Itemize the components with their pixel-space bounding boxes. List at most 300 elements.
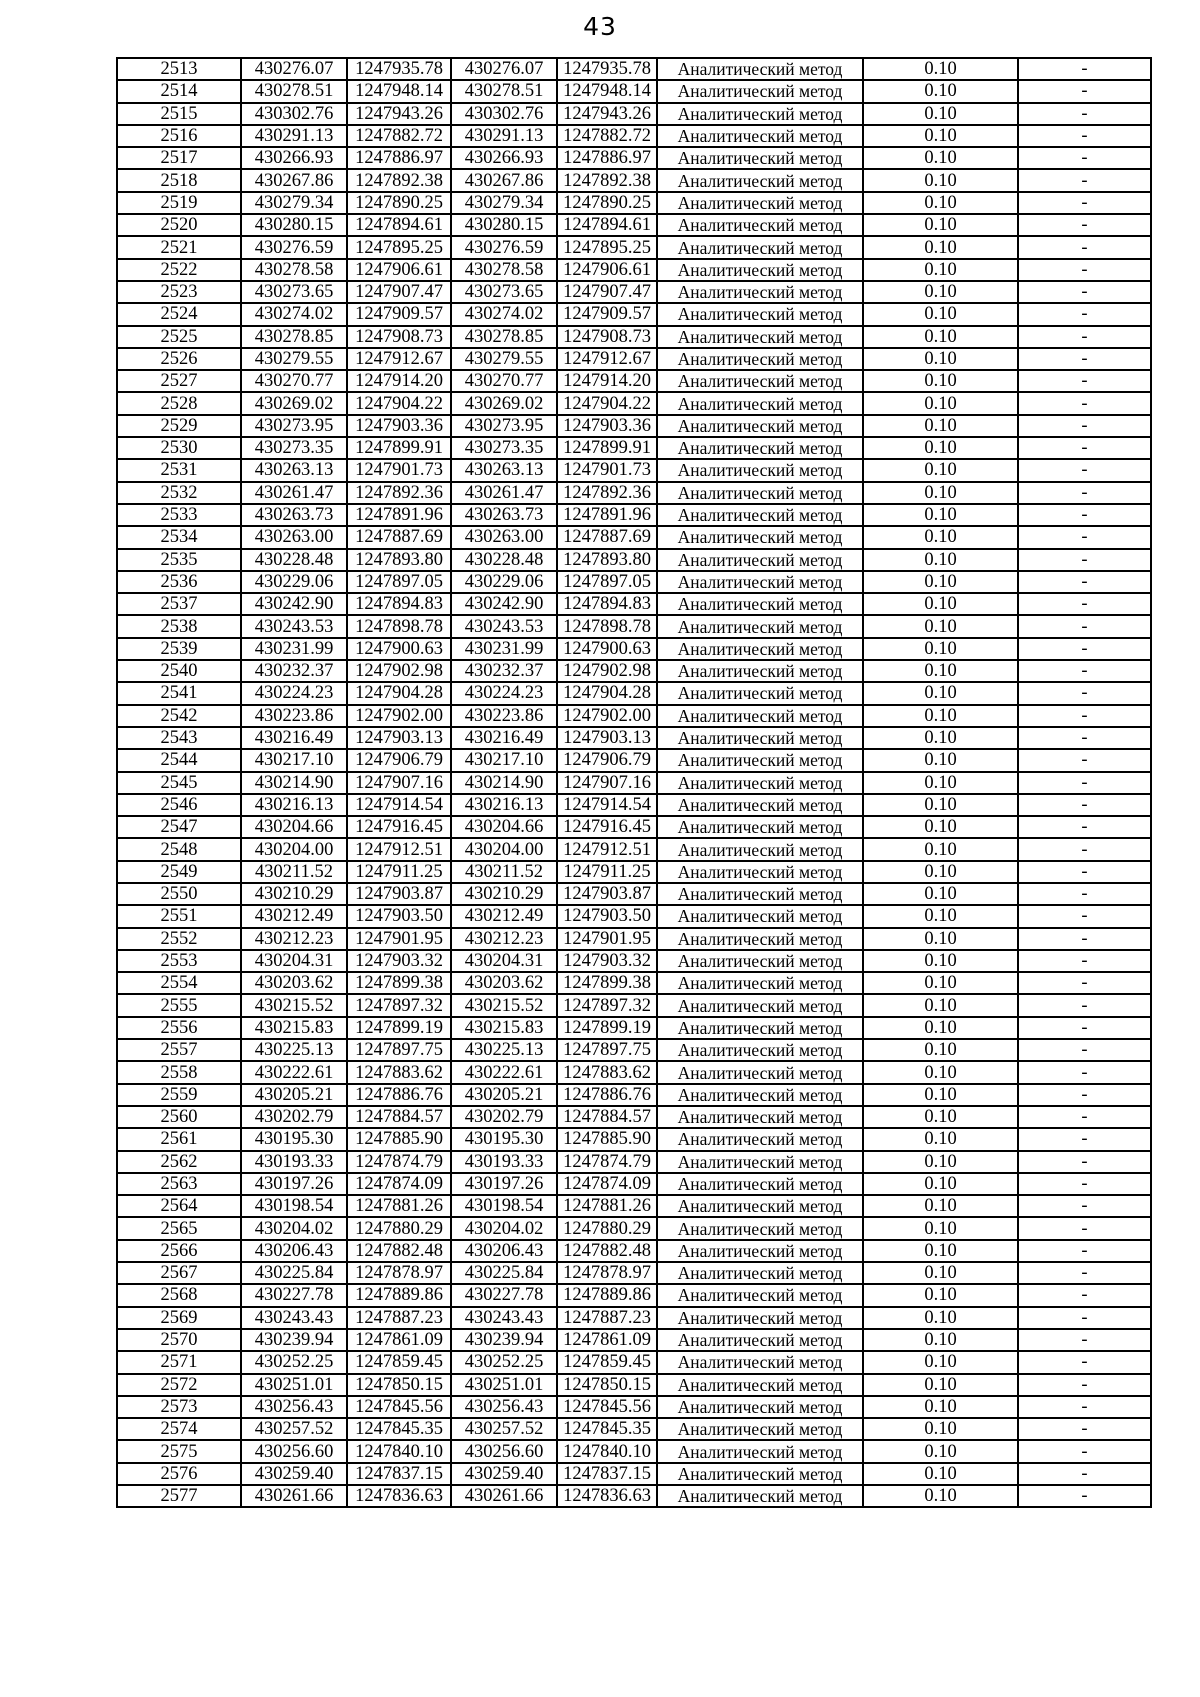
table-row (117, 816, 1151, 838)
y-coord-cell: 1247887.69 (557, 526, 657, 548)
x-coord-cell: 430204.31 (241, 950, 347, 972)
y-coord-cell: 1247881.26 (557, 1195, 657, 1217)
y-coord-cell: 1247903.36 (557, 415, 657, 437)
point-number-cell: 2563 (117, 1173, 241, 1195)
y-coord-cell: 1247899.19 (557, 1017, 657, 1039)
point-number-cell: 2537 (117, 593, 241, 615)
note-cell: - (1018, 1485, 1151, 1507)
point-number-cell: 2562 (117, 1151, 241, 1173)
y-coord-cell: 1247895.25 (347, 236, 451, 258)
accuracy-cell: 0.10 (863, 1284, 1018, 1306)
table-row (117, 348, 1151, 370)
x-coord-cell: 430302.76 (451, 103, 557, 125)
accuracy-cell: 0.10 (863, 1017, 1018, 1039)
x-coord-cell: 430273.35 (451, 437, 557, 459)
y-coord-cell: 1247880.29 (557, 1217, 657, 1239)
point-number-cell: 2526 (117, 348, 241, 370)
note-cell: - (1018, 214, 1151, 236)
table-row (117, 772, 1151, 794)
x-coord-cell: 430216.49 (241, 727, 347, 749)
method-cell: Аналитический метод (657, 482, 863, 504)
method-cell: Аналитический метод (657, 415, 863, 437)
note-cell: - (1018, 905, 1151, 927)
point-number-cell: 2524 (117, 303, 241, 325)
point-number-cell: 2543 (117, 727, 241, 749)
y-coord-cell: 1247907.16 (347, 772, 451, 794)
x-coord-cell: 430291.13 (451, 125, 557, 147)
table-row (117, 1039, 1151, 1061)
table-row (117, 1240, 1151, 1262)
x-coord-cell: 430279.55 (241, 348, 347, 370)
y-coord-cell: 1247906.79 (347, 749, 451, 771)
method-cell: Аналитический метод (657, 1351, 863, 1373)
table-row (117, 593, 1151, 615)
method-cell: Аналитический метод (657, 192, 863, 214)
x-coord-cell: 430273.95 (241, 415, 347, 437)
x-coord-cell: 430204.31 (451, 950, 557, 972)
point-number-cell: 2518 (117, 169, 241, 191)
note-cell: - (1018, 526, 1151, 548)
table-row (117, 1084, 1151, 1106)
y-coord-cell: 1247899.38 (347, 972, 451, 994)
y-coord-cell: 1247901.73 (347, 459, 451, 481)
method-cell: Аналитический метод (657, 883, 863, 905)
y-coord-cell: 1247840.10 (347, 1440, 451, 1462)
y-coord-cell: 1247893.80 (347, 549, 451, 571)
method-cell: Аналитический метод (657, 615, 863, 637)
y-coord-cell: 1247883.62 (557, 1061, 657, 1083)
y-coord-cell: 1247886.97 (347, 147, 451, 169)
table-row (117, 1173, 1151, 1195)
x-coord-cell: 430202.79 (241, 1106, 347, 1128)
table-row (117, 682, 1151, 704)
y-coord-cell: 1247907.16 (557, 772, 657, 794)
table-row (117, 392, 1151, 414)
method-cell: Аналитический метод (657, 1173, 863, 1195)
point-number-cell: 2551 (117, 905, 241, 927)
table-row (117, 549, 1151, 571)
y-coord-cell: 1247943.26 (557, 103, 657, 125)
table-row (117, 147, 1151, 169)
y-coord-cell: 1247901.95 (557, 928, 657, 950)
note-cell: - (1018, 80, 1151, 102)
method-cell: Аналитический метод (657, 705, 863, 727)
y-coord-cell: 1247894.83 (557, 593, 657, 615)
y-coord-cell: 1247845.56 (557, 1396, 657, 1418)
point-number-cell: 2539 (117, 638, 241, 660)
x-coord-cell: 430261.47 (451, 482, 557, 504)
x-coord-cell: 430205.21 (451, 1084, 557, 1106)
y-coord-cell: 1247895.25 (557, 236, 657, 258)
x-coord-cell: 430195.30 (451, 1128, 557, 1150)
x-coord-cell: 430206.43 (451, 1240, 557, 1262)
x-coord-cell: 430274.02 (451, 303, 557, 325)
y-coord-cell: 1247845.56 (347, 1396, 451, 1418)
y-coord-cell: 1247903.50 (557, 905, 657, 927)
point-number-cell: 2556 (117, 1017, 241, 1039)
note-cell: - (1018, 415, 1151, 437)
table-row (117, 259, 1151, 281)
y-coord-cell: 1247916.45 (347, 816, 451, 838)
x-coord-cell: 430263.13 (241, 459, 347, 481)
point-number-cell: 2577 (117, 1485, 241, 1507)
table-row (117, 1284, 1151, 1306)
y-coord-cell: 1247935.78 (347, 58, 451, 80)
note-cell: - (1018, 972, 1151, 994)
x-coord-cell: 430266.93 (451, 147, 557, 169)
accuracy-cell: 0.10 (863, 905, 1018, 927)
accuracy-cell: 0.10 (863, 1128, 1018, 1150)
accuracy-cell: 0.10 (863, 526, 1018, 548)
note-cell: - (1018, 1084, 1151, 1106)
y-coord-cell: 1247903.13 (557, 727, 657, 749)
y-coord-cell: 1247943.26 (347, 103, 451, 125)
table-row (117, 236, 1151, 258)
x-coord-cell: 430269.02 (241, 392, 347, 414)
note-cell: - (1018, 1396, 1151, 1418)
method-cell: Аналитический метод (657, 1061, 863, 1083)
table-row (117, 1396, 1151, 1418)
x-coord-cell: 430214.90 (241, 772, 347, 794)
y-coord-cell: 1247845.35 (347, 1418, 451, 1440)
x-coord-cell: 430243.53 (241, 615, 347, 637)
table-row (117, 727, 1151, 749)
table-body (117, 58, 1151, 1507)
table-row (117, 660, 1151, 682)
accuracy-cell: 0.10 (863, 103, 1018, 125)
table-row (117, 370, 1151, 392)
x-coord-cell: 430273.65 (241, 281, 347, 303)
accuracy-cell: 0.10 (863, 392, 1018, 414)
note-cell: - (1018, 1440, 1151, 1462)
x-coord-cell: 430279.55 (451, 348, 557, 370)
note-cell: - (1018, 682, 1151, 704)
table-row (117, 1128, 1151, 1150)
y-coord-cell: 1247885.90 (347, 1128, 451, 1150)
method-cell: Аналитический метод (657, 1151, 863, 1173)
point-number-cell: 2522 (117, 259, 241, 281)
x-coord-cell: 430225.84 (241, 1262, 347, 1284)
accuracy-cell: 0.10 (863, 1106, 1018, 1128)
table-row (117, 1017, 1151, 1039)
y-coord-cell: 1247899.38 (557, 972, 657, 994)
y-coord-cell: 1247907.47 (347, 281, 451, 303)
note-cell: - (1018, 1128, 1151, 1150)
point-number-cell: 2523 (117, 281, 241, 303)
y-coord-cell: 1247897.05 (557, 571, 657, 593)
accuracy-cell: 0.10 (863, 1217, 1018, 1239)
y-coord-cell: 1247884.57 (347, 1106, 451, 1128)
y-coord-cell: 1247897.32 (347, 994, 451, 1016)
table-row (117, 794, 1151, 816)
note-cell: - (1018, 838, 1151, 860)
point-number-cell: 2574 (117, 1418, 241, 1440)
coordinates-table (116, 57, 1152, 1508)
point-number-cell: 2567 (117, 1262, 241, 1284)
point-number-cell: 2559 (117, 1084, 241, 1106)
y-coord-cell: 1247906.61 (557, 259, 657, 281)
method-cell: Аналитический метод (657, 1307, 863, 1329)
point-number-cell: 2561 (117, 1128, 241, 1150)
x-coord-cell: 430204.66 (451, 816, 557, 838)
x-coord-cell: 430215.83 (241, 1017, 347, 1039)
point-number-cell: 2565 (117, 1217, 241, 1239)
y-coord-cell: 1247902.98 (557, 660, 657, 682)
x-coord-cell: 430291.13 (241, 125, 347, 147)
point-number-cell: 2536 (117, 571, 241, 593)
method-cell: Аналитический метод (657, 526, 863, 548)
x-coord-cell: 430239.94 (451, 1329, 557, 1351)
y-coord-cell: 1247861.09 (557, 1329, 657, 1351)
note-cell: - (1018, 1039, 1151, 1061)
y-coord-cell: 1247898.78 (557, 615, 657, 637)
accuracy-cell: 0.10 (863, 58, 1018, 80)
y-coord-cell: 1247861.09 (347, 1329, 451, 1351)
y-coord-cell: 1247845.35 (557, 1418, 657, 1440)
accuracy-cell: 0.10 (863, 794, 1018, 816)
accuracy-cell: 0.10 (863, 169, 1018, 191)
method-cell: Аналитический метод (657, 1418, 863, 1440)
x-coord-cell: 430263.13 (451, 459, 557, 481)
x-coord-cell: 430222.61 (451, 1061, 557, 1083)
method-cell: Аналитический метод (657, 838, 863, 860)
x-coord-cell: 430212.49 (451, 905, 557, 927)
accuracy-cell: 0.10 (863, 504, 1018, 526)
x-coord-cell: 430224.23 (241, 682, 347, 704)
x-coord-cell: 430222.61 (241, 1061, 347, 1083)
table-row (117, 1195, 1151, 1217)
table-row (117, 994, 1151, 1016)
note-cell: - (1018, 660, 1151, 682)
x-coord-cell: 430251.01 (451, 1374, 557, 1396)
method-cell: Аналитический метод (657, 1084, 863, 1106)
x-coord-cell: 430261.47 (241, 482, 347, 504)
note-cell: - (1018, 281, 1151, 303)
y-coord-cell: 1247837.15 (347, 1463, 451, 1485)
x-coord-cell: 430276.07 (241, 58, 347, 80)
y-coord-cell: 1247859.45 (557, 1351, 657, 1373)
x-coord-cell: 430243.53 (451, 615, 557, 637)
point-number-cell: 2515 (117, 103, 241, 125)
y-coord-cell: 1247887.23 (347, 1307, 451, 1329)
method-cell: Аналитический метод (657, 972, 863, 994)
table-row (117, 1061, 1151, 1083)
point-number-cell: 2538 (117, 615, 241, 637)
method-cell: Аналитический метод (657, 326, 863, 348)
accuracy-cell: 0.10 (863, 1039, 1018, 1061)
y-coord-cell: 1247887.69 (347, 526, 451, 548)
x-coord-cell: 430197.26 (241, 1173, 347, 1195)
y-coord-cell: 1247859.45 (347, 1351, 451, 1373)
x-coord-cell: 430273.65 (451, 281, 557, 303)
method-cell: Аналитический метод (657, 1039, 863, 1061)
table-row (117, 1329, 1151, 1351)
y-coord-cell: 1247914.54 (557, 794, 657, 816)
y-coord-cell: 1247880.29 (347, 1217, 451, 1239)
x-coord-cell: 430216.49 (451, 727, 557, 749)
table-row (117, 482, 1151, 504)
y-coord-cell: 1247840.10 (557, 1440, 657, 1462)
y-coord-cell: 1247890.25 (557, 192, 657, 214)
point-number-cell: 2548 (117, 838, 241, 860)
y-coord-cell: 1247892.36 (557, 482, 657, 504)
x-coord-cell: 430212.23 (451, 928, 557, 950)
accuracy-cell: 0.10 (863, 125, 1018, 147)
point-number-cell: 2535 (117, 549, 241, 571)
method-cell: Аналитический метод (657, 1195, 863, 1217)
y-coord-cell: 1247948.14 (347, 80, 451, 102)
y-coord-cell: 1247903.87 (557, 883, 657, 905)
y-coord-cell: 1247900.63 (347, 638, 451, 660)
method-cell: Аналитический метод (657, 1262, 863, 1284)
x-coord-cell: 430225.84 (451, 1262, 557, 1284)
accuracy-cell: 0.10 (863, 1240, 1018, 1262)
note-cell: - (1018, 749, 1151, 771)
accuracy-cell: 0.10 (863, 861, 1018, 883)
y-coord-cell: 1247891.96 (557, 504, 657, 526)
y-coord-cell: 1247912.51 (557, 838, 657, 860)
table-row (117, 705, 1151, 727)
y-coord-cell: 1247836.63 (557, 1485, 657, 1507)
x-coord-cell: 430197.26 (451, 1173, 557, 1195)
point-number-cell: 2568 (117, 1284, 241, 1306)
accuracy-cell: 0.10 (863, 1262, 1018, 1284)
x-coord-cell: 430211.52 (241, 861, 347, 883)
x-coord-cell: 430223.86 (241, 705, 347, 727)
point-number-cell: 2544 (117, 749, 241, 771)
method-cell: Аналитический метод (657, 905, 863, 927)
point-number-cell: 2553 (117, 950, 241, 972)
note-cell: - (1018, 482, 1151, 504)
x-coord-cell: 430280.15 (451, 214, 557, 236)
y-coord-cell: 1247897.32 (557, 994, 657, 1016)
note-cell: - (1018, 705, 1151, 727)
y-coord-cell: 1247902.00 (557, 705, 657, 727)
x-coord-cell: 430256.43 (451, 1396, 557, 1418)
x-coord-cell: 430280.15 (241, 214, 347, 236)
x-coord-cell: 430263.73 (451, 504, 557, 526)
table-row (117, 125, 1151, 147)
note-cell: - (1018, 459, 1151, 481)
method-cell: Аналитический метод (657, 1284, 863, 1306)
x-coord-cell: 430270.77 (241, 370, 347, 392)
accuracy-cell: 0.10 (863, 459, 1018, 481)
accuracy-cell: 0.10 (863, 972, 1018, 994)
point-number-cell: 2547 (117, 816, 241, 838)
x-coord-cell: 430210.29 (241, 883, 347, 905)
method-cell: Аналитический метод (657, 392, 863, 414)
x-coord-cell: 430231.99 (451, 638, 557, 660)
accuracy-cell: 0.10 (863, 1195, 1018, 1217)
table-row (117, 1374, 1151, 1396)
x-coord-cell: 430273.35 (241, 437, 347, 459)
method-cell: Аналитический метод (657, 437, 863, 459)
point-number-cell: 2558 (117, 1061, 241, 1083)
point-number-cell: 2573 (117, 1396, 241, 1418)
method-cell: Аналитический метод (657, 1128, 863, 1150)
point-number-cell: 2571 (117, 1351, 241, 1373)
accuracy-cell: 0.10 (863, 883, 1018, 905)
table-row (117, 638, 1151, 660)
x-coord-cell: 430279.34 (241, 192, 347, 214)
y-coord-cell: 1247903.87 (347, 883, 451, 905)
point-number-cell: 2555 (117, 994, 241, 1016)
method-cell: Аналитический метод (657, 682, 863, 704)
method-cell: Аналитический метод (657, 727, 863, 749)
y-coord-cell: 1247901.95 (347, 928, 451, 950)
accuracy-cell: 0.10 (863, 1374, 1018, 1396)
y-coord-cell: 1247907.47 (557, 281, 657, 303)
accuracy-cell: 0.10 (863, 928, 1018, 950)
table-row (117, 972, 1151, 994)
x-coord-cell: 430279.34 (451, 192, 557, 214)
x-coord-cell: 430251.01 (241, 1374, 347, 1396)
note-cell: - (1018, 1262, 1151, 1284)
x-coord-cell: 430239.94 (241, 1329, 347, 1351)
table-row (117, 1485, 1151, 1507)
accuracy-cell: 0.10 (863, 1418, 1018, 1440)
accuracy-cell: 0.10 (863, 1329, 1018, 1351)
table-row (117, 1151, 1151, 1173)
y-coord-cell: 1247912.51 (347, 838, 451, 860)
accuracy-cell: 0.10 (863, 1351, 1018, 1373)
accuracy-cell: 0.10 (863, 214, 1018, 236)
table-row (117, 1217, 1151, 1239)
x-coord-cell: 430229.06 (451, 571, 557, 593)
y-coord-cell: 1247878.97 (347, 1262, 451, 1284)
x-coord-cell: 430232.37 (241, 660, 347, 682)
y-coord-cell: 1247884.57 (557, 1106, 657, 1128)
x-coord-cell: 430263.00 (241, 526, 347, 548)
point-number-cell: 2569 (117, 1307, 241, 1329)
x-coord-cell: 430217.10 (241, 749, 347, 771)
accuracy-cell: 0.10 (863, 192, 1018, 214)
table-row (117, 1307, 1151, 1329)
point-number-cell: 2552 (117, 928, 241, 950)
note-cell: - (1018, 1418, 1151, 1440)
method-cell: Аналитический метод (657, 1485, 863, 1507)
note-cell: - (1018, 861, 1151, 883)
note-cell: - (1018, 1463, 1151, 1485)
y-coord-cell: 1247906.79 (557, 749, 657, 771)
y-coord-cell: 1247914.20 (557, 370, 657, 392)
x-coord-cell: 430302.76 (241, 103, 347, 125)
y-coord-cell: 1247911.25 (557, 861, 657, 883)
point-number-cell: 2530 (117, 437, 241, 459)
table-row (117, 192, 1151, 214)
note-cell: - (1018, 169, 1151, 191)
x-coord-cell: 430193.33 (241, 1151, 347, 1173)
note-cell: - (1018, 928, 1151, 950)
method-cell: Аналитический метод (657, 1017, 863, 1039)
note-cell: - (1018, 326, 1151, 348)
x-coord-cell: 430227.78 (241, 1284, 347, 1306)
table-row (117, 883, 1151, 905)
y-coord-cell: 1247878.97 (557, 1262, 657, 1284)
table-row (117, 504, 1151, 526)
note-cell: - (1018, 615, 1151, 637)
table-row (117, 281, 1151, 303)
point-number-cell: 2520 (117, 214, 241, 236)
x-coord-cell: 430269.02 (451, 392, 557, 414)
y-coord-cell: 1247899.91 (557, 437, 657, 459)
y-coord-cell: 1247899.91 (347, 437, 451, 459)
x-coord-cell: 430228.48 (241, 549, 347, 571)
method-cell: Аналитический метод (657, 169, 863, 191)
y-coord-cell: 1247889.86 (347, 1284, 451, 1306)
point-number-cell: 2528 (117, 392, 241, 414)
x-coord-cell: 430198.54 (241, 1195, 347, 1217)
